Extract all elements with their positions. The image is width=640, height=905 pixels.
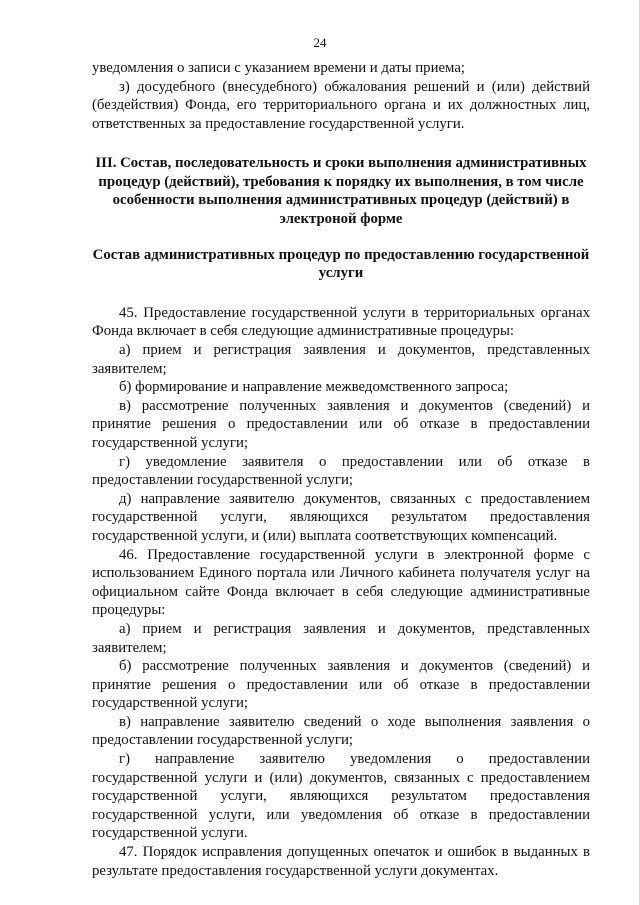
section-heading: III. Состав, последовательность и сроки выполнения административных процедур (действий), требования к порядку их выполнения, в том числе особенности выполнения административных процедур (действий) в электроной форме bbox=[95, 155, 587, 227]
paragraph-46-b: б) рассмотрение полученных заявления и документов (сведений) и принятие решения о предоставлении или об отказе в предоставлении государственной услуги; bbox=[92, 658, 590, 712]
paragraph-47: 47. Порядок исправления допущенных опечаток и ошибок в выданных в результате предоставления государственной услуги документах. bbox=[92, 844, 590, 879]
paragraph-45-b: б) формирование и направление межведомственного запроса; bbox=[119, 379, 509, 396]
paragraph-top-1: уведомления о записи с указанием времени и даты приема; bbox=[92, 60, 465, 76]
paragraph-46-a: а) прием и регистрация заявления и документов, представленных заявителем; bbox=[92, 620, 590, 656]
paragraph-45-a: а) прием и регистрация заявления и документов, представленных заявителем; bbox=[92, 342, 590, 377]
paragraph-46: 46. Предоставление государственной услуги в электронной форме с использованием Единого портала или Личного кабинета получателя услуг на официальном сайте Фонда включает в себя следующие административные процедуры: bbox=[92, 546, 590, 619]
paragraph-46-v: в) направление заявителю сведений о ходе выполнения заявления о предоставлении государственной услуги; bbox=[92, 713, 590, 749]
paragraph-45-g: г) уведомление заявителя о предоставлении или об отказе в предоставлении государственной услуги; bbox=[92, 453, 590, 489]
page-number: 24 bbox=[313, 35, 327, 50]
paragraph-46-g: г) направление заявителю уведомления о предоставлении государственной услуги и (или) документов, связанных с предоставлением государственной услуги, являющихся результатом предоставления государственной услуги, или уведомления об отказе в предоставлении государственной услуги. bbox=[92, 751, 590, 842]
document-body bbox=[92, 59, 590, 880]
paragraph-top-2: з) досудебного (внесудебного) обжалования решений и (или) действий (бездействия) Фонда, его территориального органа и их должностных лиц, ответственных за предоставление государственной услуги. bbox=[92, 78, 590, 132]
paragraph-45: 45. Предоставление государственной услуги в территориальных органах Фонда включает в себя следующие административные процедуры: bbox=[92, 304, 590, 340]
subsection-heading: Состав административных процедур по предоставлению государственной услуги bbox=[92, 247, 590, 282]
paragraph-45-d: д) направление заявителю документов, связанных с предоставлением государственной услуги, являющихся результатом предоставления государственной услуги, и (или) выплата соответствующих компенсаций. bbox=[92, 490, 590, 544]
paragraph-45-v: в) рассмотрение полученных заявления и документов (сведений) и принятие решения о предоставлении или об отказе в предоставлении государственной услуги; bbox=[92, 397, 590, 451]
